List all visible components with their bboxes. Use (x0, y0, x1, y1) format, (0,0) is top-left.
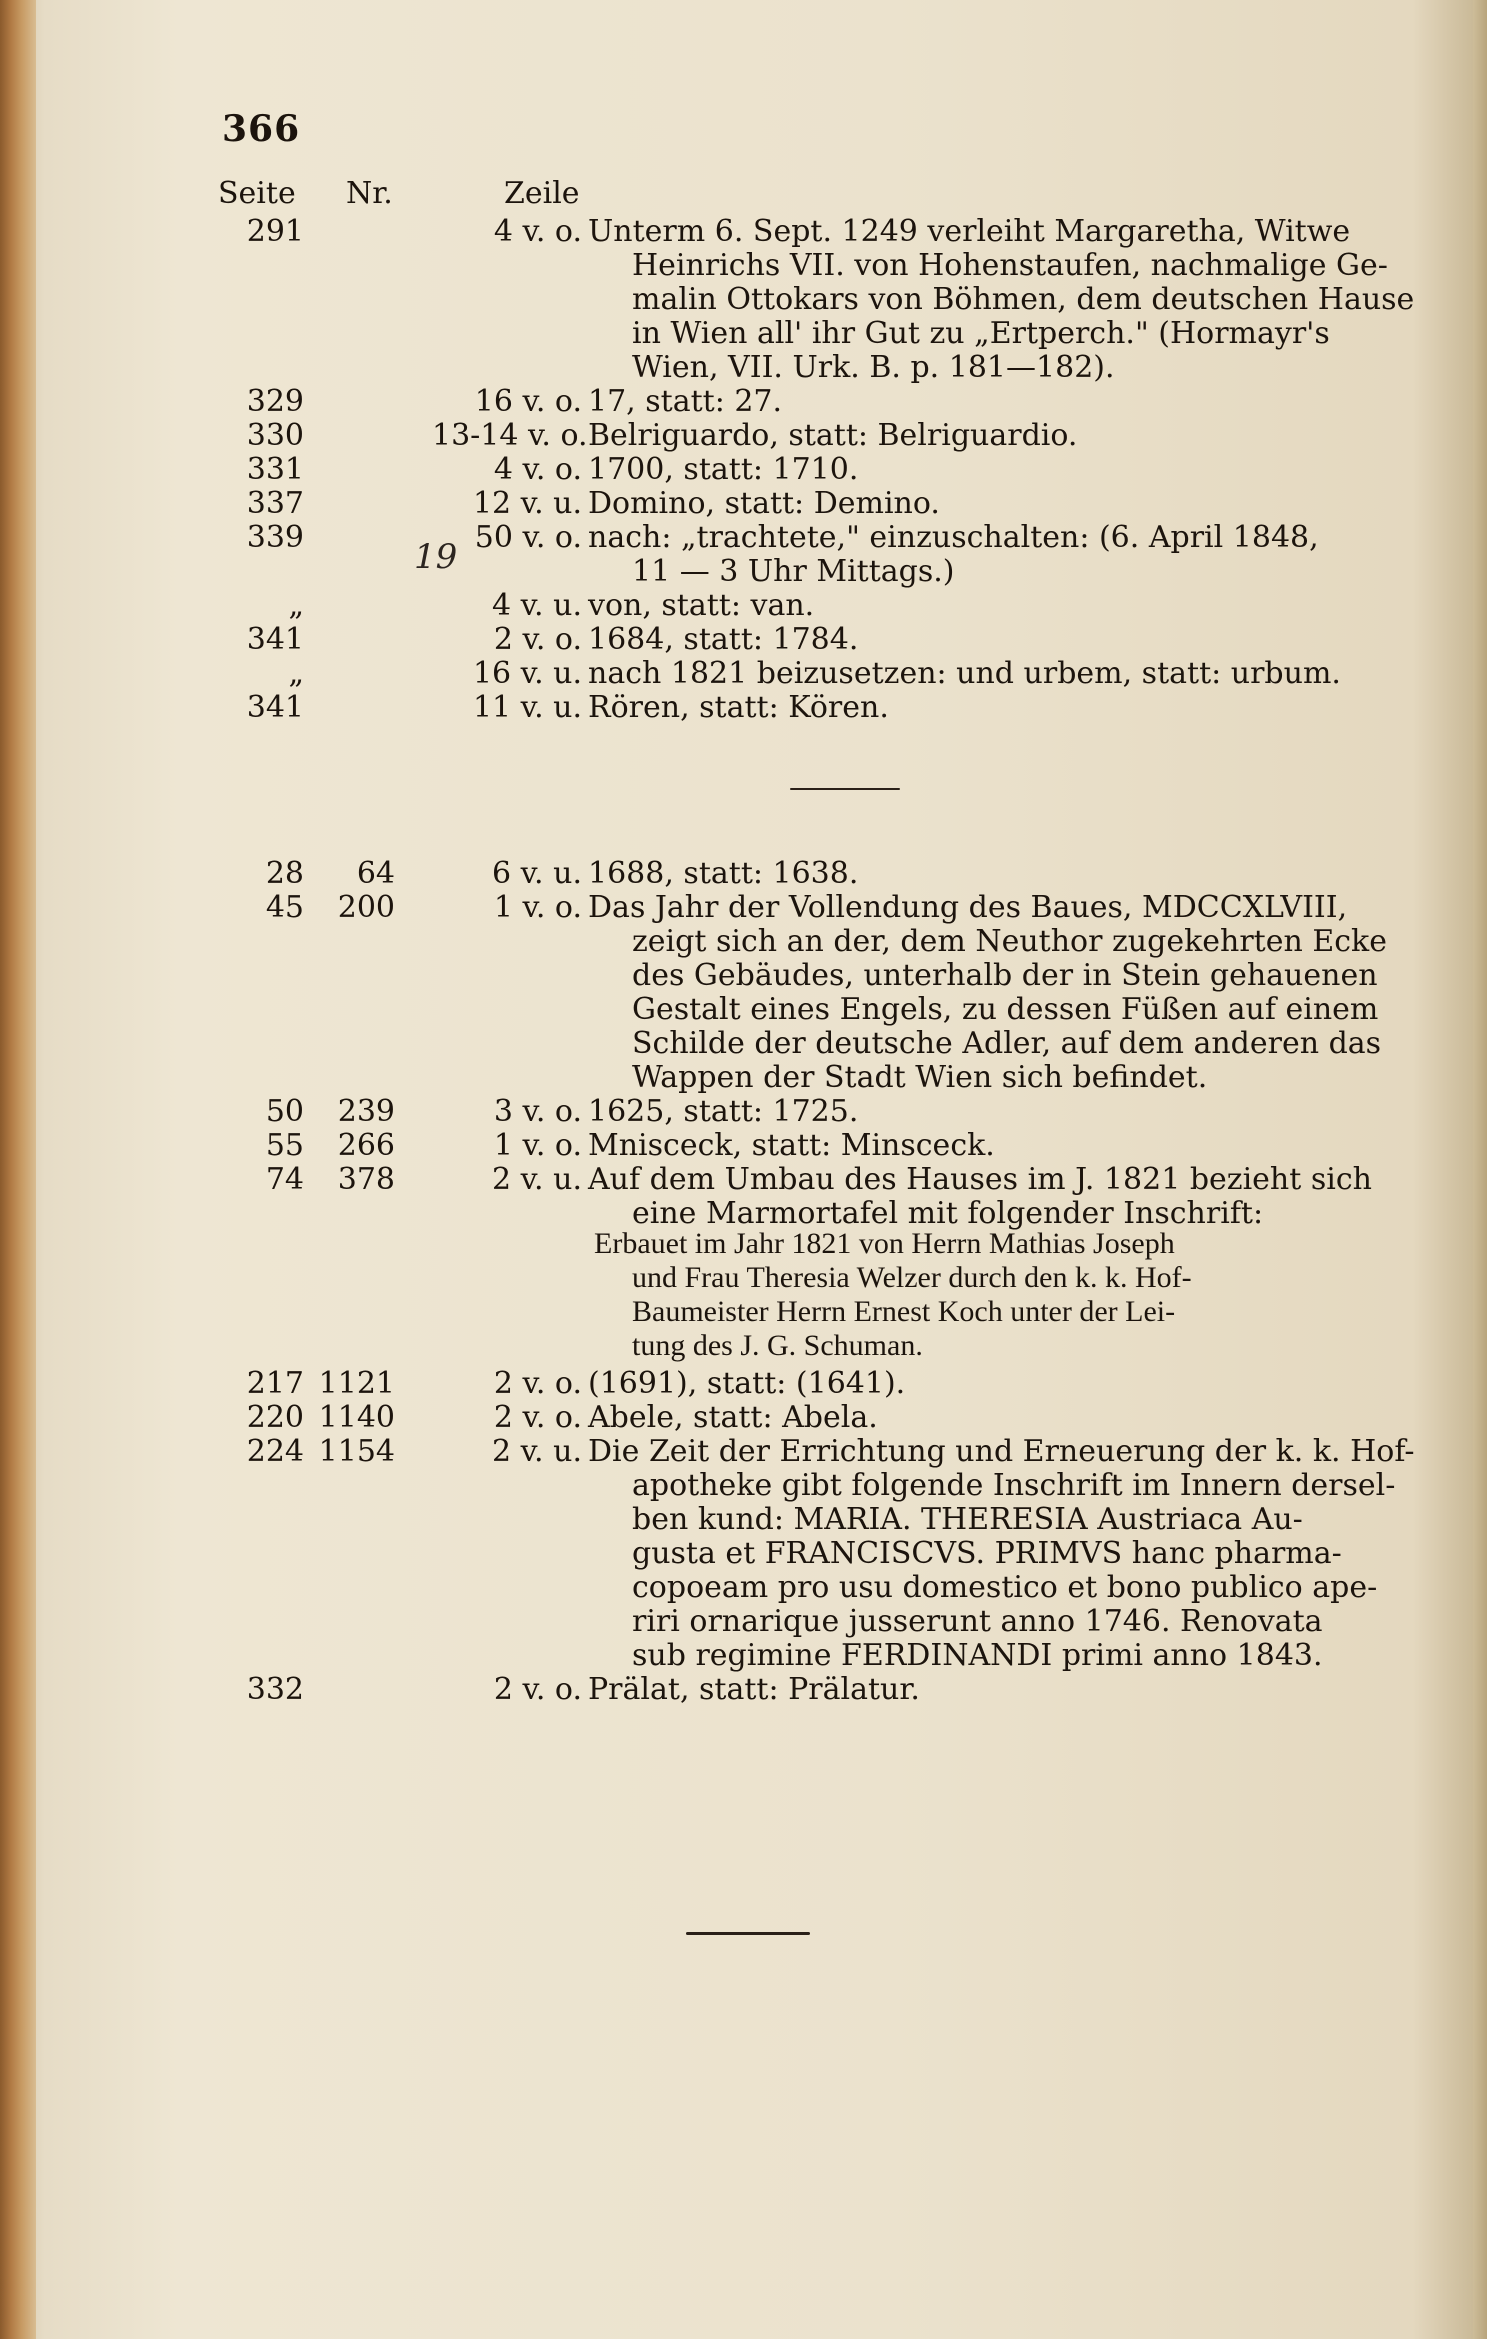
inscription-line: und Frau Theresia Welzer durch den k. k. Hof- (632, 1261, 1192, 1294)
correction-text: gusta et FRANCISCVS. PRIMVS hanc pharma- (632, 1536, 1342, 1571)
seite-value: 329 (246, 384, 304, 419)
correction-text: von, statt: van. (588, 588, 815, 623)
correction-text: Domino, statt: Demino. (588, 486, 940, 521)
correction-text: 11 — 3 Uhr Mittags.) (632, 554, 955, 589)
errata-entry (0, 888, 1487, 1095)
seite-value: 341 (246, 690, 304, 725)
correction-text: 1700, statt: 1710. (588, 452, 859, 487)
seite-value: 330 (246, 418, 304, 453)
nr-value: 1140 (318, 1400, 395, 1435)
correction-text: 1684, statt: 1784. (588, 622, 859, 657)
correction-text: in Wien all' ihr Gut zu „Ertperch." (Hormayr's (632, 316, 1330, 351)
nr-value: 378 (337, 1162, 395, 1197)
correction-text: Unterm 6. Sept. 1249 verleiht Margaretha, Witwe (588, 214, 1351, 249)
seite-value: 55 (265, 1128, 304, 1163)
correction-text: Wappen der Stadt Wien sich befindet. (632, 1060, 1208, 1095)
correction-text: Belriguardo, statt: Belriguardio. (588, 418, 1078, 453)
zeile-value: 50 v. o. (474, 520, 582, 555)
zeile-value: 2 v. o. (493, 622, 582, 657)
errata-entry (0, 518, 1487, 589)
seite-value: 74 (265, 1162, 304, 1197)
handwritten-mark: 19 (414, 537, 458, 577)
correction-text: Das Jahr der Vollendung des Baues, MDCCXLVIII, (588, 890, 1348, 925)
seite-value: 331 (246, 452, 304, 487)
header-zeile: Zeile (504, 176, 580, 211)
nr-value: 200 (337, 890, 395, 925)
end-divider (686, 1932, 810, 1935)
correction-text: Schilde der deutsche Adler, auf dem anderen das (632, 1026, 1382, 1061)
inscription-line: tung des J. G. Schuman. (632, 1329, 923, 1362)
zeile-value: 1 v. o. (493, 890, 582, 925)
zeile-value: 4 v. o. (493, 452, 582, 487)
seite-value: 332 (246, 1672, 304, 1707)
seite-value: 50 (265, 1094, 304, 1129)
errata-entry (0, 1160, 1487, 1231)
nr-value: 1121 (318, 1366, 395, 1401)
zeile-value: 4 v. o. (493, 214, 582, 249)
correction-text: Gestalt eines Engels, zu dessen Füßen auf einem (632, 992, 1379, 1027)
seite-value: 28 (265, 856, 304, 891)
correction-text: nach: „trachtete," einzuschalten: (6. April 1848, (588, 520, 1319, 555)
zeile-value: 2 v. o. (493, 1400, 582, 1435)
correction-text: Prälat, statt: Prälatur. (588, 1672, 920, 1707)
correction-text: riri ornarique jusserunt anno 1746. Renovata (632, 1604, 1323, 1639)
header-seite: Seite (218, 176, 296, 211)
correction-text: Abele, statt: Abela. (588, 1400, 878, 1435)
correction-text: eine Marmortafel mit folgender Inschrift: (632, 1196, 1264, 1231)
zeile-value: 16 v. u. (472, 656, 582, 691)
correction-text: sub regimine FERDINANDI primi anno 1843. (632, 1638, 1323, 1673)
errata-entry (0, 1432, 1487, 1673)
seite-value: 220 (246, 1400, 304, 1435)
correction-text: (1691), statt: (1641). (588, 1366, 906, 1401)
zeile-value: 11 v. u. (472, 690, 582, 725)
correction-text: apotheke gibt folgende Inschrift im Innern dersel- (632, 1468, 1396, 1503)
zeile-value: 2 v. o. (493, 1672, 582, 1707)
seite-value: 291 (246, 214, 304, 249)
correction-text: copoeam pro usu domestico et bono publico ape- (632, 1570, 1378, 1605)
nr-value: 266 (337, 1128, 395, 1163)
zeile-value: 16 v. o. (474, 384, 582, 419)
correction-text: Rören, statt: Kören. (588, 690, 889, 725)
zeile-value: 12 v. u. (472, 486, 582, 521)
correction-text: Auf dem Umbau des Hauses im J. 1821 bezieht sich (588, 1162, 1372, 1197)
nr-value: 239 (337, 1094, 395, 1129)
correction-text: nach 1821 beizusetzen: und urbem, statt: urbum. (588, 656, 1341, 691)
seite-value: 337 (246, 486, 304, 521)
seite-value: „ (288, 588, 304, 623)
correction-text: malin Ottokars von Böhmen, dem deutschen Hause (632, 282, 1415, 317)
nr-value: 1154 (318, 1434, 395, 1469)
correction-text: ben kund: MARIA. THERESIA Austriaca Au- (632, 1502, 1303, 1537)
inscription-line: Erbauet im Jahr 1821 von Herrn Mathias Joseph (594, 1227, 1175, 1260)
zeile-value: 3 v. o. (493, 1094, 582, 1129)
correction-text: 1688, statt: 1638. (588, 856, 859, 891)
seite-value: 217 (246, 1366, 304, 1401)
correction-text: 17, statt: 27. (588, 384, 783, 419)
correction-text: Heinrichs VII. von Hohenstaufen, nachmalige Ge- (632, 248, 1388, 283)
header-nr: Nr. (346, 176, 393, 211)
seite-value: 341 (246, 622, 304, 657)
errata-entry (0, 688, 1487, 728)
seite-value: 45 (265, 890, 304, 925)
nr-value: 64 (356, 856, 395, 891)
seite-value: 224 (246, 1434, 304, 1469)
zeile-value: 2 v. u. (492, 1162, 582, 1197)
errata-entry (0, 1670, 1487, 1710)
correction-text: Wien, VII. Urk. B. p. 181—182). (632, 350, 1115, 385)
zeile-value: 1 v. o. (493, 1128, 582, 1163)
zeile-value: 6 v. u. (492, 856, 582, 891)
correction-text: Mnisceck, statt: Minsceck. (588, 1128, 995, 1163)
seite-value: 339 (246, 520, 304, 555)
inscription-line: Baumeister Herrn Ernest Koch unter der Lei- (632, 1295, 1176, 1328)
section-divider (790, 788, 900, 790)
zeile-value: 4 v. u. (492, 588, 582, 623)
zeile-value: 13-14 v. o. (432, 418, 588, 453)
seite-value: „ (288, 656, 304, 691)
page-number: 366 (222, 108, 301, 150)
correction-text: des Gebäudes, unterhalb der in Stein gehauenen (632, 958, 1378, 993)
correction-text: 1625, statt: 1725. (588, 1094, 859, 1129)
correction-text: Die Zeit der Errichtung und Erneuerung der k. k. Hof- (588, 1434, 1415, 1469)
errata-entry (0, 212, 1487, 385)
zeile-value: 2 v. o. (493, 1366, 582, 1401)
zeile-value: 2 v. u. (492, 1434, 582, 1469)
correction-text: zeigt sich an der, dem Neuthor zugekehrten Ecke (632, 924, 1387, 959)
